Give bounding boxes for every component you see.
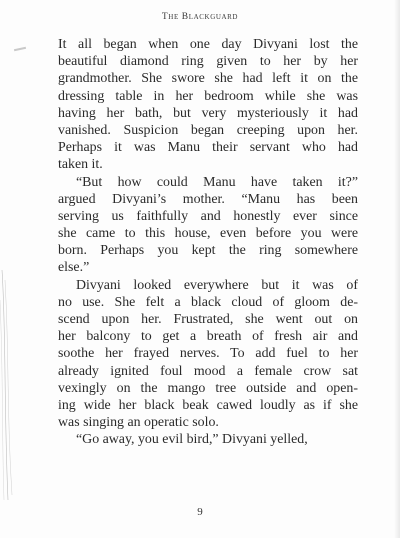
text-line: grandmother. She swore she had left it on the — [58, 71, 358, 87]
page-edge-hairlines — [0, 270, 20, 500]
text-line: scend upon her. Frustrated, she went out on — [58, 312, 358, 327]
text-line: vexingly on the mango tree outside and open- — [58, 380, 358, 396]
text-line: It all began when one day Divyani lost the — [58, 37, 358, 52]
scan-mark — [14, 47, 26, 51]
text-line: was singing an operatic solo. — [58, 415, 219, 431]
text-line: taken it. — [58, 157, 103, 173]
text-line: having her bath, but very mysteriously it had — [58, 105, 358, 121]
text-line: ing wide her black beak cawed loudly as if she — [58, 397, 358, 413]
text-line: no use. She felt a black cloud of gloom de- — [58, 294, 358, 310]
text-line: already ignited foul mood a female crow sat — [58, 363, 358, 379]
text-line: her balcony to get a breath of fresh air and — [58, 329, 358, 345]
body-text — [58, 36, 358, 449]
running-head: The Blackguard — [161, 12, 239, 22]
page-number: 9 — [197, 506, 203, 518]
text-line: she came to this house, even before you were — [58, 226, 358, 242]
text-line: “Go away, you evil bird,” Divyani yelled, — [76, 432, 308, 448]
text-line: argued Divyani’s mother. “Manu has been — [58, 191, 358, 207]
text-line: dressing table in her bedroom while she was — [58, 88, 358, 104]
text-line: Divyani looked everywhere but it was of — [76, 277, 358, 293]
text-line: else.” — [58, 260, 90, 276]
text-line: born. Perhaps you kept the ring somewhere — [58, 243, 358, 259]
text-line: vanished. Suspicion began creeping upon her. — [58, 122, 358, 138]
page-edge-shadow — [394, 0, 400, 538]
text-line: “But how could Manu have taken it?” — [76, 174, 358, 190]
text-line: beautiful diamond ring given to her by her — [58, 54, 358, 70]
text-line: serving us faithfully and honestly ever since — [58, 208, 358, 224]
text-line: soothe her frayed nerves. To add fuel to her — [58, 346, 358, 362]
text-line: Perhaps it was Manu their servant who had — [58, 140, 358, 156]
